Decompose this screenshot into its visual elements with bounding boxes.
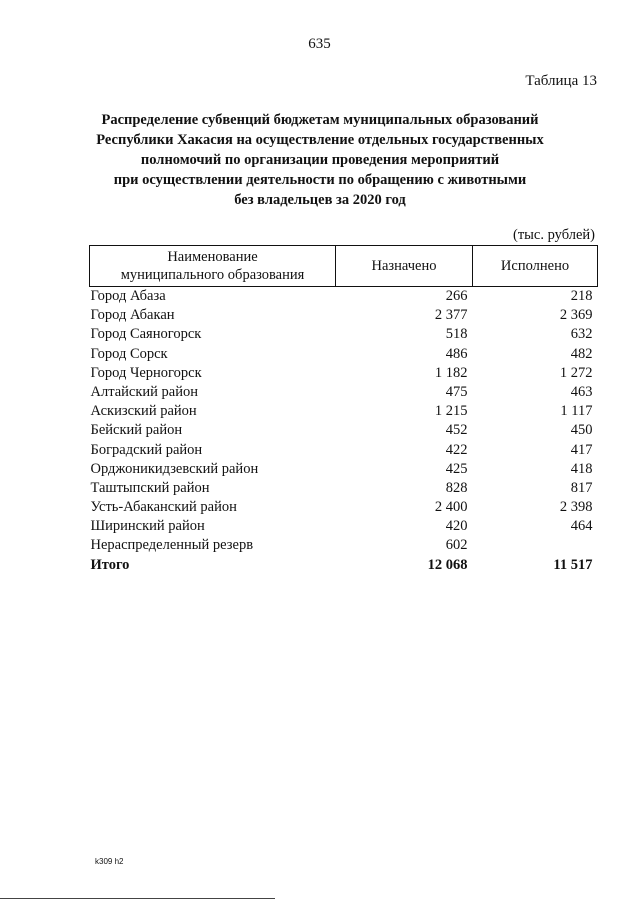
table-row — [90, 460, 598, 479]
cell-name: Город Саяногорск — [90, 326, 202, 343]
title-line: полномочий по организации проведения мероприятий — [140, 152, 500, 168]
cell-assigned: 425 — [445, 460, 468, 477]
header-executed: Исполнено — [473, 246, 598, 287]
cell-assigned: 420 — [445, 518, 468, 535]
cell-assigned: 12 068 — [427, 556, 468, 573]
cell-name: Ширинский район — [90, 518, 205, 535]
units-label: (тыс. рублей) — [513, 227, 595, 243]
cell-executed: 2 369 — [559, 307, 593, 324]
cell-executed: 463 — [570, 383, 593, 400]
cell-assigned: 1 215 — [434, 403, 468, 420]
cell-name: Город Сорск — [90, 345, 168, 362]
cell-assigned: 452 — [445, 422, 468, 439]
table-row — [90, 287, 598, 307]
cell-executed: 632 — [570, 326, 593, 343]
header-assigned: Назначено — [336, 246, 473, 287]
cell-executed: 1 117 — [560, 403, 593, 420]
cell-name: Боградский район — [90, 441, 203, 458]
cell-name: Город Абаза — [90, 288, 166, 304]
header-name — [90, 246, 336, 287]
cell-assigned: 2 400 — [434, 499, 468, 516]
table-row — [90, 383, 598, 402]
cell-executed: 218 — [570, 288, 593, 304]
header-name-line2: муниципального образования — [120, 267, 305, 283]
cell-assigned: 1 182 — [434, 364, 468, 381]
cell-name: Таштыпский район — [90, 479, 210, 496]
table-row — [90, 536, 598, 555]
cell-assigned: 828 — [445, 479, 468, 496]
table-row — [90, 421, 598, 440]
cell-executed: 417 — [570, 441, 593, 458]
footer-code: k309 h2 — [95, 857, 124, 866]
table-row — [90, 441, 598, 460]
table-row — [90, 402, 598, 421]
cell-name: Бейский район — [90, 422, 183, 439]
table-total-row — [90, 556, 598, 575]
footer-divider — [0, 898, 275, 899]
cell-executed: 418 — [570, 460, 593, 477]
title-line: Республики Хакасия на осуществление отдельных государственных — [96, 132, 544, 148]
cell-assigned: 475 — [445, 383, 468, 400]
title-line: без владельцев за 2020 год — [234, 192, 406, 208]
cell-name: Итого — [90, 556, 130, 573]
table-row — [90, 345, 598, 364]
cell-executed: 2 398 — [559, 499, 593, 516]
cell-executed: 464 — [570, 518, 593, 535]
table-row — [90, 364, 598, 383]
table-row — [90, 517, 598, 536]
table-label: Таблица 13 — [525, 73, 597, 89]
cell-executed: 482 — [570, 345, 593, 362]
cell-name: Город Черногорск — [90, 364, 202, 381]
table-header-row — [90, 246, 598, 287]
table-row — [90, 306, 598, 325]
cell-executed: 1 272 — [559, 364, 593, 381]
title-line: при осуществлении деятельности по обращению с животными — [113, 172, 527, 188]
document-title — [60, 110, 580, 210]
title-line: Распределение субвенций бюджетам муниципальных образований — [101, 112, 539, 128]
cell-executed: 817 — [570, 479, 593, 496]
header-name-line1: Наименование — [167, 249, 258, 265]
subsidy-table — [89, 245, 598, 575]
table-row — [90, 479, 598, 498]
cell-name: Город Абакан — [90, 307, 175, 324]
table-row — [90, 325, 598, 344]
cell-assigned: 486 — [445, 345, 468, 362]
cell-assigned: 518 — [445, 326, 468, 343]
cell-name: Усть-Абаканский район — [90, 499, 237, 516]
cell-assigned: 266 — [445, 288, 468, 304]
cell-executed: 11 517 — [553, 556, 593, 573]
table-row — [90, 498, 598, 517]
cell-name: Аскизский район — [90, 403, 197, 420]
cell-assigned: 2 377 — [434, 307, 468, 324]
cell-name: Алтайский район — [90, 383, 198, 400]
cell-executed: 450 — [570, 422, 593, 439]
cell-name: Нераспределенный резерв — [90, 537, 254, 554]
cell-assigned: 422 — [445, 441, 468, 458]
page-number: 635 — [308, 36, 331, 52]
cell-assigned: 602 — [445, 537, 468, 554]
cell-executed — [473, 536, 598, 555]
cell-name: Орджоникидзевский район — [90, 460, 259, 477]
